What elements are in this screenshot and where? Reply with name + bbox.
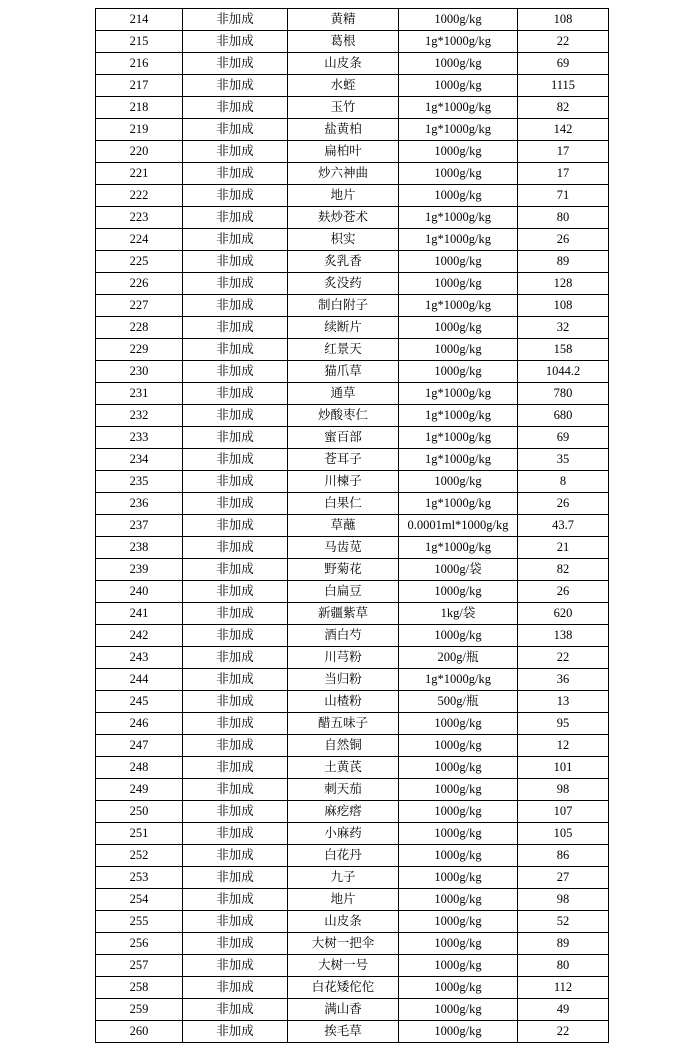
- cell-spec: 1000g/kg: [399, 757, 518, 779]
- cell-quantity: 12: [518, 735, 609, 757]
- cell-spec: 1000g/kg: [399, 163, 518, 185]
- cell-name: 自然铜: [288, 735, 399, 757]
- cell-index: 251: [96, 823, 183, 845]
- cell-name: 土黄芪: [288, 757, 399, 779]
- cell-name: 玉竹: [288, 97, 399, 119]
- cell-spec: 1g*1000g/kg: [399, 669, 518, 691]
- cell-spec: 1g*1000g/kg: [399, 537, 518, 559]
- cell-name: 地片: [288, 185, 399, 207]
- cell-index: 233: [96, 427, 183, 449]
- cell-name: 新疆紫草: [288, 603, 399, 625]
- cell-quantity: 71: [518, 185, 609, 207]
- cell-quantity: 26: [518, 493, 609, 515]
- cell-quantity: 69: [518, 427, 609, 449]
- cell-name: 枳实: [288, 229, 399, 251]
- cell-quantity: 36: [518, 669, 609, 691]
- cell-quantity: 89: [518, 251, 609, 273]
- cell-spec: 1000g/kg: [399, 1021, 518, 1043]
- cell-spec: 1g*1000g/kg: [399, 207, 518, 229]
- cell-name: 红景天: [288, 339, 399, 361]
- cell-type: 非加成: [183, 317, 288, 339]
- cell-name: 猫爪草: [288, 361, 399, 383]
- cell-index: 236: [96, 493, 183, 515]
- cell-spec: 1000g/kg: [399, 933, 518, 955]
- table-row: [96, 955, 609, 977]
- cell-index: 259: [96, 999, 183, 1021]
- cell-spec: 1000g/kg: [399, 251, 518, 273]
- table-row: [96, 647, 609, 669]
- cell-spec: 1000g/kg: [399, 867, 518, 889]
- table-row: [96, 273, 609, 295]
- cell-type: 非加成: [183, 427, 288, 449]
- table-row: [96, 977, 609, 999]
- table-row: [96, 471, 609, 493]
- cell-quantity: 26: [518, 581, 609, 603]
- table-row: [96, 559, 609, 581]
- cell-index: 260: [96, 1021, 183, 1043]
- cell-name: 炙没药: [288, 273, 399, 295]
- cell-index: 252: [96, 845, 183, 867]
- cell-index: 222: [96, 185, 183, 207]
- cell-name: 大树一把伞: [288, 933, 399, 955]
- cell-name: 白果仁: [288, 493, 399, 515]
- cell-type: 非加成: [183, 845, 288, 867]
- cell-index: 238: [96, 537, 183, 559]
- cell-type: 非加成: [183, 735, 288, 757]
- cell-index: 245: [96, 691, 183, 713]
- cell-type: 非加成: [183, 779, 288, 801]
- cell-spec: 200g/瓶: [399, 647, 518, 669]
- cell-spec: 1g*1000g/kg: [399, 427, 518, 449]
- cell-index: 256: [96, 933, 183, 955]
- cell-index: 250: [96, 801, 183, 823]
- cell-type: 非加成: [183, 911, 288, 933]
- cell-type: 非加成: [183, 361, 288, 383]
- cell-name: 白扁豆: [288, 581, 399, 603]
- cell-spec: 1000g/kg: [399, 823, 518, 845]
- cell-type: 非加成: [183, 537, 288, 559]
- cell-index: 223: [96, 207, 183, 229]
- cell-spec: 1000g/kg: [399, 185, 518, 207]
- cell-type: 非加成: [183, 757, 288, 779]
- cell-index: 230: [96, 361, 183, 383]
- table-row: [96, 251, 609, 273]
- cell-quantity: 1044.2: [518, 361, 609, 383]
- table-row: [96, 625, 609, 647]
- cell-quantity: 98: [518, 779, 609, 801]
- table-row: [96, 691, 609, 713]
- cell-name: 白花矮佗佗: [288, 977, 399, 999]
- cell-quantity: 80: [518, 955, 609, 977]
- table-row: [96, 933, 609, 955]
- cell-type: 非加成: [183, 207, 288, 229]
- cell-quantity: 108: [518, 295, 609, 317]
- cell-index: 215: [96, 31, 183, 53]
- cell-quantity: 112: [518, 977, 609, 999]
- cell-index: 240: [96, 581, 183, 603]
- table-row: [96, 449, 609, 471]
- cell-name: 炙乳香: [288, 251, 399, 273]
- cell-type: 非加成: [183, 801, 288, 823]
- cell-spec: 1g*1000g/kg: [399, 229, 518, 251]
- cell-spec: 1000g/kg: [399, 317, 518, 339]
- cell-quantity: 52: [518, 911, 609, 933]
- cell-spec: 1g*1000g/kg: [399, 97, 518, 119]
- table-row: [96, 999, 609, 1021]
- cell-type: 非加成: [183, 97, 288, 119]
- table-row: [96, 1021, 609, 1043]
- cell-spec: 1000g/kg: [399, 361, 518, 383]
- cell-name: 山皮条: [288, 53, 399, 75]
- cell-index: 226: [96, 273, 183, 295]
- cell-quantity: 69: [518, 53, 609, 75]
- cell-name: 川楝子: [288, 471, 399, 493]
- cell-type: 非加成: [183, 999, 288, 1021]
- cell-index: 220: [96, 141, 183, 163]
- cell-quantity: 22: [518, 1021, 609, 1043]
- table-row: [96, 185, 609, 207]
- table-row: [96, 735, 609, 757]
- cell-quantity: 138: [518, 625, 609, 647]
- cell-quantity: 13: [518, 691, 609, 713]
- cell-type: 非加成: [183, 471, 288, 493]
- cell-type: 非加成: [183, 1021, 288, 1043]
- table-body: [96, 9, 609, 1043]
- cell-name: 川芎粉: [288, 647, 399, 669]
- cell-quantity: 95: [518, 713, 609, 735]
- cell-index: 253: [96, 867, 183, 889]
- cell-index: 244: [96, 669, 183, 691]
- cell-type: 非加成: [183, 933, 288, 955]
- cell-spec: 1000g/kg: [399, 735, 518, 757]
- cell-index: 235: [96, 471, 183, 493]
- cell-quantity: 105: [518, 823, 609, 845]
- cell-type: 非加成: [183, 603, 288, 625]
- cell-type: 非加成: [183, 581, 288, 603]
- cell-type: 非加成: [183, 955, 288, 977]
- table-row: [96, 581, 609, 603]
- cell-name: 黄精: [288, 9, 399, 31]
- cell-name: 地片: [288, 889, 399, 911]
- cell-name: 满山香: [288, 999, 399, 1021]
- cell-type: 非加成: [183, 251, 288, 273]
- cell-spec: 1000g/袋: [399, 559, 518, 581]
- cell-name: 葛根: [288, 31, 399, 53]
- cell-index: 225: [96, 251, 183, 273]
- table-row: [96, 295, 609, 317]
- cell-type: 非加成: [183, 449, 288, 471]
- table-row: [96, 317, 609, 339]
- cell-spec: 1000g/kg: [399, 53, 518, 75]
- table-row: [96, 801, 609, 823]
- cell-quantity: 101: [518, 757, 609, 779]
- cell-spec: 1000g/kg: [399, 141, 518, 163]
- cell-index: 214: [96, 9, 183, 31]
- cell-type: 非加成: [183, 119, 288, 141]
- cell-quantity: 680: [518, 405, 609, 427]
- cell-quantity: 98: [518, 889, 609, 911]
- cell-type: 非加成: [183, 889, 288, 911]
- cell-name: 白花丹: [288, 845, 399, 867]
- cell-spec: 1g*1000g/kg: [399, 383, 518, 405]
- cell-quantity: 17: [518, 141, 609, 163]
- cell-index: 241: [96, 603, 183, 625]
- cell-type: 非加成: [183, 163, 288, 185]
- cell-name: 刺天茄: [288, 779, 399, 801]
- table-row: [96, 537, 609, 559]
- table-row: [96, 119, 609, 141]
- cell-type: 非加成: [183, 713, 288, 735]
- cell-spec: 1g*1000g/kg: [399, 31, 518, 53]
- cell-quantity: 82: [518, 559, 609, 581]
- cell-quantity: 80: [518, 207, 609, 229]
- cell-quantity: 158: [518, 339, 609, 361]
- cell-name: 通草: [288, 383, 399, 405]
- cell-spec: 1000g/kg: [399, 955, 518, 977]
- cell-index: 229: [96, 339, 183, 361]
- cell-quantity: 8: [518, 471, 609, 493]
- cell-name: 续断片: [288, 317, 399, 339]
- cell-index: 218: [96, 97, 183, 119]
- cell-type: 非加成: [183, 493, 288, 515]
- cell-index: 219: [96, 119, 183, 141]
- cell-name: 苍耳子: [288, 449, 399, 471]
- cell-quantity: 43.7: [518, 515, 609, 537]
- cell-spec: 1g*1000g/kg: [399, 119, 518, 141]
- cell-quantity: 22: [518, 31, 609, 53]
- cell-type: 非加成: [183, 31, 288, 53]
- cell-name: 扁柏叶: [288, 141, 399, 163]
- cell-index: 254: [96, 889, 183, 911]
- cell-spec: 0.0001ml*1000g/kg: [399, 515, 518, 537]
- cell-spec: 1000g/kg: [399, 471, 518, 493]
- cell-quantity: 620: [518, 603, 609, 625]
- cell-name: 山楂粉: [288, 691, 399, 713]
- cell-index: 257: [96, 955, 183, 977]
- table-row: [96, 603, 609, 625]
- cell-quantity: 86: [518, 845, 609, 867]
- cell-index: 231: [96, 383, 183, 405]
- cell-type: 非加成: [183, 53, 288, 75]
- table-row: [96, 515, 609, 537]
- cell-name: 麻疙瘩: [288, 801, 399, 823]
- cell-index: 246: [96, 713, 183, 735]
- cell-spec: 1000g/kg: [399, 889, 518, 911]
- cell-type: 非加成: [183, 185, 288, 207]
- cell-spec: 1g*1000g/kg: [399, 449, 518, 471]
- table-row: [96, 713, 609, 735]
- cell-quantity: 142: [518, 119, 609, 141]
- table-row: [96, 427, 609, 449]
- cell-quantity: 82: [518, 97, 609, 119]
- cell-quantity: 49: [518, 999, 609, 1021]
- cell-index: 216: [96, 53, 183, 75]
- cell-index: 248: [96, 757, 183, 779]
- cell-index: 234: [96, 449, 183, 471]
- cell-index: 255: [96, 911, 183, 933]
- cell-index: 258: [96, 977, 183, 999]
- table-row: [96, 163, 609, 185]
- table-row: [96, 911, 609, 933]
- table-row: [96, 845, 609, 867]
- cell-spec: 1000g/kg: [399, 801, 518, 823]
- table-row: [96, 383, 609, 405]
- cell-type: 非加成: [183, 691, 288, 713]
- cell-spec: 1000g/kg: [399, 273, 518, 295]
- cell-type: 非加成: [183, 141, 288, 163]
- cell-name: 酒白芍: [288, 625, 399, 647]
- cell-index: 228: [96, 317, 183, 339]
- table-row: [96, 823, 609, 845]
- table-row: [96, 229, 609, 251]
- cell-quantity: 108: [518, 9, 609, 31]
- cell-name: 蜜百部: [288, 427, 399, 449]
- cell-spec: 500g/瓶: [399, 691, 518, 713]
- table-row: [96, 207, 609, 229]
- cell-name: 盐黄柏: [288, 119, 399, 141]
- table-row: [96, 889, 609, 911]
- cell-quantity: 32: [518, 317, 609, 339]
- cell-name: 草蘸: [288, 515, 399, 537]
- cell-spec: 1000g/kg: [399, 625, 518, 647]
- cell-spec: 1000g/kg: [399, 845, 518, 867]
- cell-spec: 1000g/kg: [399, 581, 518, 603]
- cell-quantity: 17: [518, 163, 609, 185]
- table-row: [96, 361, 609, 383]
- cell-type: 非加成: [183, 229, 288, 251]
- cell-index: 232: [96, 405, 183, 427]
- table-row: [96, 141, 609, 163]
- cell-name: 山皮条: [288, 911, 399, 933]
- cell-name: 当归粉: [288, 669, 399, 691]
- cell-spec: 1g*1000g/kg: [399, 493, 518, 515]
- cell-quantity: 22: [518, 647, 609, 669]
- cell-spec: 1000g/kg: [399, 779, 518, 801]
- cell-index: 247: [96, 735, 183, 757]
- cell-type: 非加成: [183, 339, 288, 361]
- cell-index: 242: [96, 625, 183, 647]
- cell-index: 249: [96, 779, 183, 801]
- cell-spec: 1000g/kg: [399, 999, 518, 1021]
- table-row: [96, 75, 609, 97]
- cell-type: 非加成: [183, 75, 288, 97]
- cell-name: 水蛭: [288, 75, 399, 97]
- cell-quantity: 27: [518, 867, 609, 889]
- cell-type: 非加成: [183, 405, 288, 427]
- table-row: [96, 53, 609, 75]
- cell-name: 麸炒苍术: [288, 207, 399, 229]
- cell-spec: 1kg/袋: [399, 603, 518, 625]
- table-row: [96, 339, 609, 361]
- cell-index: 227: [96, 295, 183, 317]
- inventory-table: [95, 8, 609, 1043]
- cell-spec: 1g*1000g/kg: [399, 295, 518, 317]
- cell-type: 非加成: [183, 669, 288, 691]
- cell-spec: 1000g/kg: [399, 9, 518, 31]
- cell-type: 非加成: [183, 295, 288, 317]
- cell-type: 非加成: [183, 383, 288, 405]
- cell-spec: 1000g/kg: [399, 977, 518, 999]
- cell-quantity: 26: [518, 229, 609, 251]
- cell-name: 醋五味子: [288, 713, 399, 735]
- cell-quantity: 89: [518, 933, 609, 955]
- cell-type: 非加成: [183, 515, 288, 537]
- cell-spec: 1000g/kg: [399, 339, 518, 361]
- cell-spec: 1000g/kg: [399, 911, 518, 933]
- cell-quantity: 128: [518, 273, 609, 295]
- cell-index: 239: [96, 559, 183, 581]
- table-row: [96, 405, 609, 427]
- cell-index: 221: [96, 163, 183, 185]
- cell-quantity: 107: [518, 801, 609, 823]
- cell-quantity: 780: [518, 383, 609, 405]
- cell-type: 非加成: [183, 647, 288, 669]
- table-row: [96, 867, 609, 889]
- table-row: [96, 31, 609, 53]
- cell-type: 非加成: [183, 823, 288, 845]
- cell-spec: 1000g/kg: [399, 713, 518, 735]
- table-row: [96, 493, 609, 515]
- table-row: [96, 779, 609, 801]
- cell-index: 237: [96, 515, 183, 537]
- cell-type: 非加成: [183, 559, 288, 581]
- cell-index: 217: [96, 75, 183, 97]
- cell-spec: 1g*1000g/kg: [399, 405, 518, 427]
- table-row: [96, 669, 609, 691]
- cell-name: 炒六神曲: [288, 163, 399, 185]
- cell-index: 224: [96, 229, 183, 251]
- cell-name: 挨毛草: [288, 1021, 399, 1043]
- cell-name: 野菊花: [288, 559, 399, 581]
- cell-spec: 1000g/kg: [399, 75, 518, 97]
- cell-type: 非加成: [183, 977, 288, 999]
- table-row: [96, 757, 609, 779]
- cell-name: 炒酸枣仁: [288, 405, 399, 427]
- cell-type: 非加成: [183, 273, 288, 295]
- cell-quantity: 1115: [518, 75, 609, 97]
- cell-type: 非加成: [183, 9, 288, 31]
- cell-type: 非加成: [183, 625, 288, 647]
- cell-name: 小麻药: [288, 823, 399, 845]
- cell-index: 243: [96, 647, 183, 669]
- cell-name: 制白附子: [288, 295, 399, 317]
- cell-name: 九子: [288, 867, 399, 889]
- cell-name: 大树一号: [288, 955, 399, 977]
- table-row: [96, 9, 609, 31]
- cell-quantity: 35: [518, 449, 609, 471]
- cell-name: 马齿苋: [288, 537, 399, 559]
- table-row: [96, 97, 609, 119]
- cell-type: 非加成: [183, 867, 288, 889]
- cell-quantity: 21: [518, 537, 609, 559]
